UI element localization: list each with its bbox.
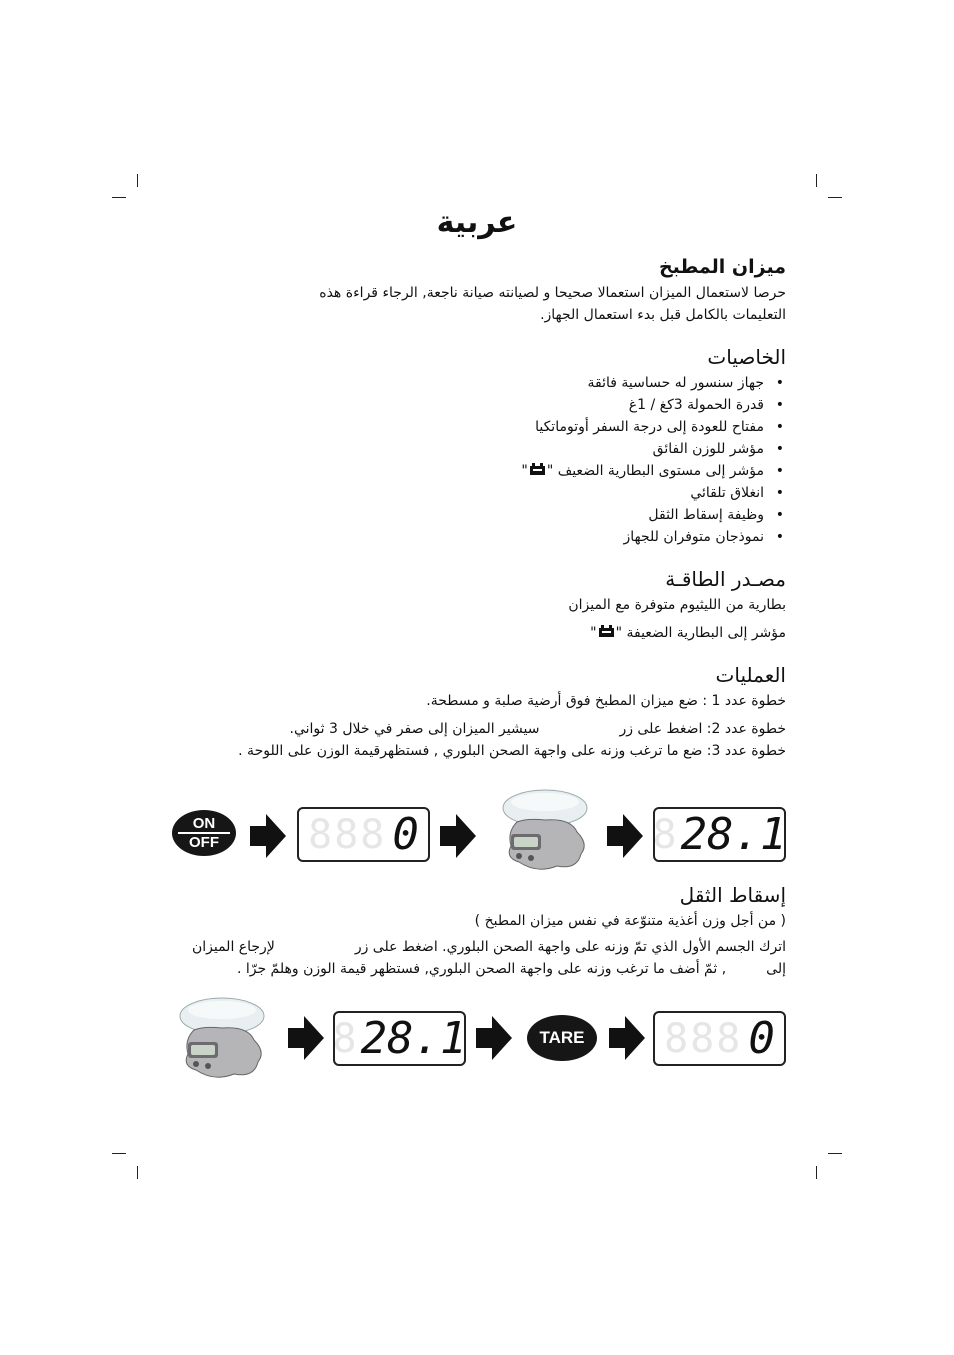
tare-button[interactable] <box>527 1015 597 1061</box>
power-line: بطارية من الليثيوم متوفرة مع الميزان <box>568 597 786 613</box>
features-section <box>170 346 786 548</box>
page-title: عربية <box>436 205 518 240</box>
crop-mark <box>112 197 126 198</box>
crop-mark <box>137 1166 138 1179</box>
features-list <box>170 372 786 548</box>
operation-flow <box>170 800 786 870</box>
list-item-label: مؤشر إلى مستوى البطارية الضعيف " <box>546 463 764 479</box>
document-body <box>170 256 786 762</box>
list-item: • جهاز سنسور له حساسية فائقة <box>170 372 764 394</box>
step-2-part: خطوة عدد 2: اضغط على زر <box>619 721 786 737</box>
features-heading: الخاصيات <box>707 345 786 369</box>
tare-line-part: , ثمّ أضف ما ترغب وزنه على واجهة الصحن البلوري, فستظهر قيمة الوزن وهلمّ جرّا . <box>236 961 727 977</box>
button-label-off: OFF <box>189 834 219 851</box>
intro-heading: ميزان المطبخ <box>658 256 786 278</box>
crop-mark <box>828 197 842 198</box>
list-item: • انغلاق تلقائي <box>170 482 764 504</box>
list-item: • وظيفة إسقاط الثقل <box>170 504 764 526</box>
arrow-right-icon <box>609 1016 645 1060</box>
tare-line-part: إلى <box>766 961 786 977</box>
arrow-right-icon <box>476 1016 512 1060</box>
list-item-label: " <box>521 463 528 479</box>
arrow-right-icon <box>250 814 286 858</box>
step-3: خطوة عدد 3: ضع ما ترغب وزنه على واجهة الصحن البلوري , فستظهرقيمة الوزن على اللوحة . <box>238 743 786 759</box>
on-off-button[interactable] <box>172 810 236 856</box>
power-heading: مصـدر الطاقـة <box>665 567 786 591</box>
power-section <box>170 568 786 644</box>
arrow-right-icon <box>607 814 643 858</box>
step-2 <box>170 718 786 740</box>
battery-icon <box>599 628 614 637</box>
crop-mark <box>828 1153 842 1154</box>
display-value: 0 <box>392 809 419 860</box>
display-value: 0 <box>748 1013 775 1064</box>
list-item: • مؤشر للوزن الفائق <box>170 438 764 460</box>
scale-display <box>653 807 786 862</box>
operations-section <box>170 664 786 762</box>
display-value: 28.1 <box>360 1013 467 1064</box>
tare-section <box>170 884 786 980</box>
inactive-digits: 8 <box>332 1015 357 1062</box>
kitchen-scale-image <box>497 788 592 876</box>
scale-display <box>653 1011 786 1066</box>
tare-line-part: لإرجاع الميزان <box>191 939 275 955</box>
crop-mark <box>137 174 138 187</box>
scale-display <box>333 1011 466 1066</box>
tare-line-part: اترك الجسم الأول الذي تمّ وزنه على واجهة الصحن البلوري. اضغط على زر <box>354 939 786 955</box>
button-label-on: ON <box>192 815 216 832</box>
kitchen-scale-image <box>174 996 269 1084</box>
inactive-digits: 888 <box>664 1015 743 1062</box>
intro-section <box>170 256 786 326</box>
list-item: • نموذجان متوفران للجهاز <box>170 526 764 548</box>
tare-heading: إسقاط الثقل <box>679 883 786 907</box>
list-item <box>170 460 764 482</box>
step-2-part: سيشير الميزان إلى صفر في خلال 3 ثواني. <box>289 721 540 737</box>
intro-line: التعليمات بالكامل قبل بدء استعمال الجهاز. <box>540 307 786 323</box>
crop-mark <box>816 174 817 187</box>
crop-mark <box>112 1153 126 1154</box>
scale-display <box>297 807 430 862</box>
battery-icon <box>530 466 545 475</box>
power-line-label: " <box>590 625 597 641</box>
power-line <box>170 622 786 644</box>
inactive-digits: 888 <box>308 811 387 858</box>
tare-flow <box>170 1004 786 1074</box>
operations-heading: العمليات <box>715 663 786 687</box>
display-value: 28.1 <box>680 809 787 860</box>
arrow-right-icon <box>440 814 476 858</box>
step-1: خطوة عدد 1 : ضع ميزان المطبخ فوق أرضية صلبة و مسطحة. <box>426 693 786 709</box>
power-line-label: مؤشر إلى البطارية الضعيفة " <box>615 625 786 641</box>
list-item: • مفتاح للعودة إلى درجة السفر أوتوماتكيا <box>170 416 764 438</box>
list-item: • قدرة الحمولة 3كغ / 1غ <box>170 394 764 416</box>
intro-line: حرصا لاستعمال الميزان استعمالا صحيحا و لصيانته صيانة ناجعة, الرجاء قراءة هذه <box>319 285 786 301</box>
crop-mark <box>816 1166 817 1179</box>
tare-subtitle: ( من أجل وزن أغذية متنوّعة في نفس ميزان المطبخ ) <box>474 913 786 929</box>
button-label-tare: TARE <box>539 1028 585 1047</box>
tare-line <box>170 936 786 958</box>
inactive-digits: 8 <box>652 811 677 858</box>
arrow-right-icon <box>288 1016 324 1060</box>
tare-line <box>170 958 786 980</box>
